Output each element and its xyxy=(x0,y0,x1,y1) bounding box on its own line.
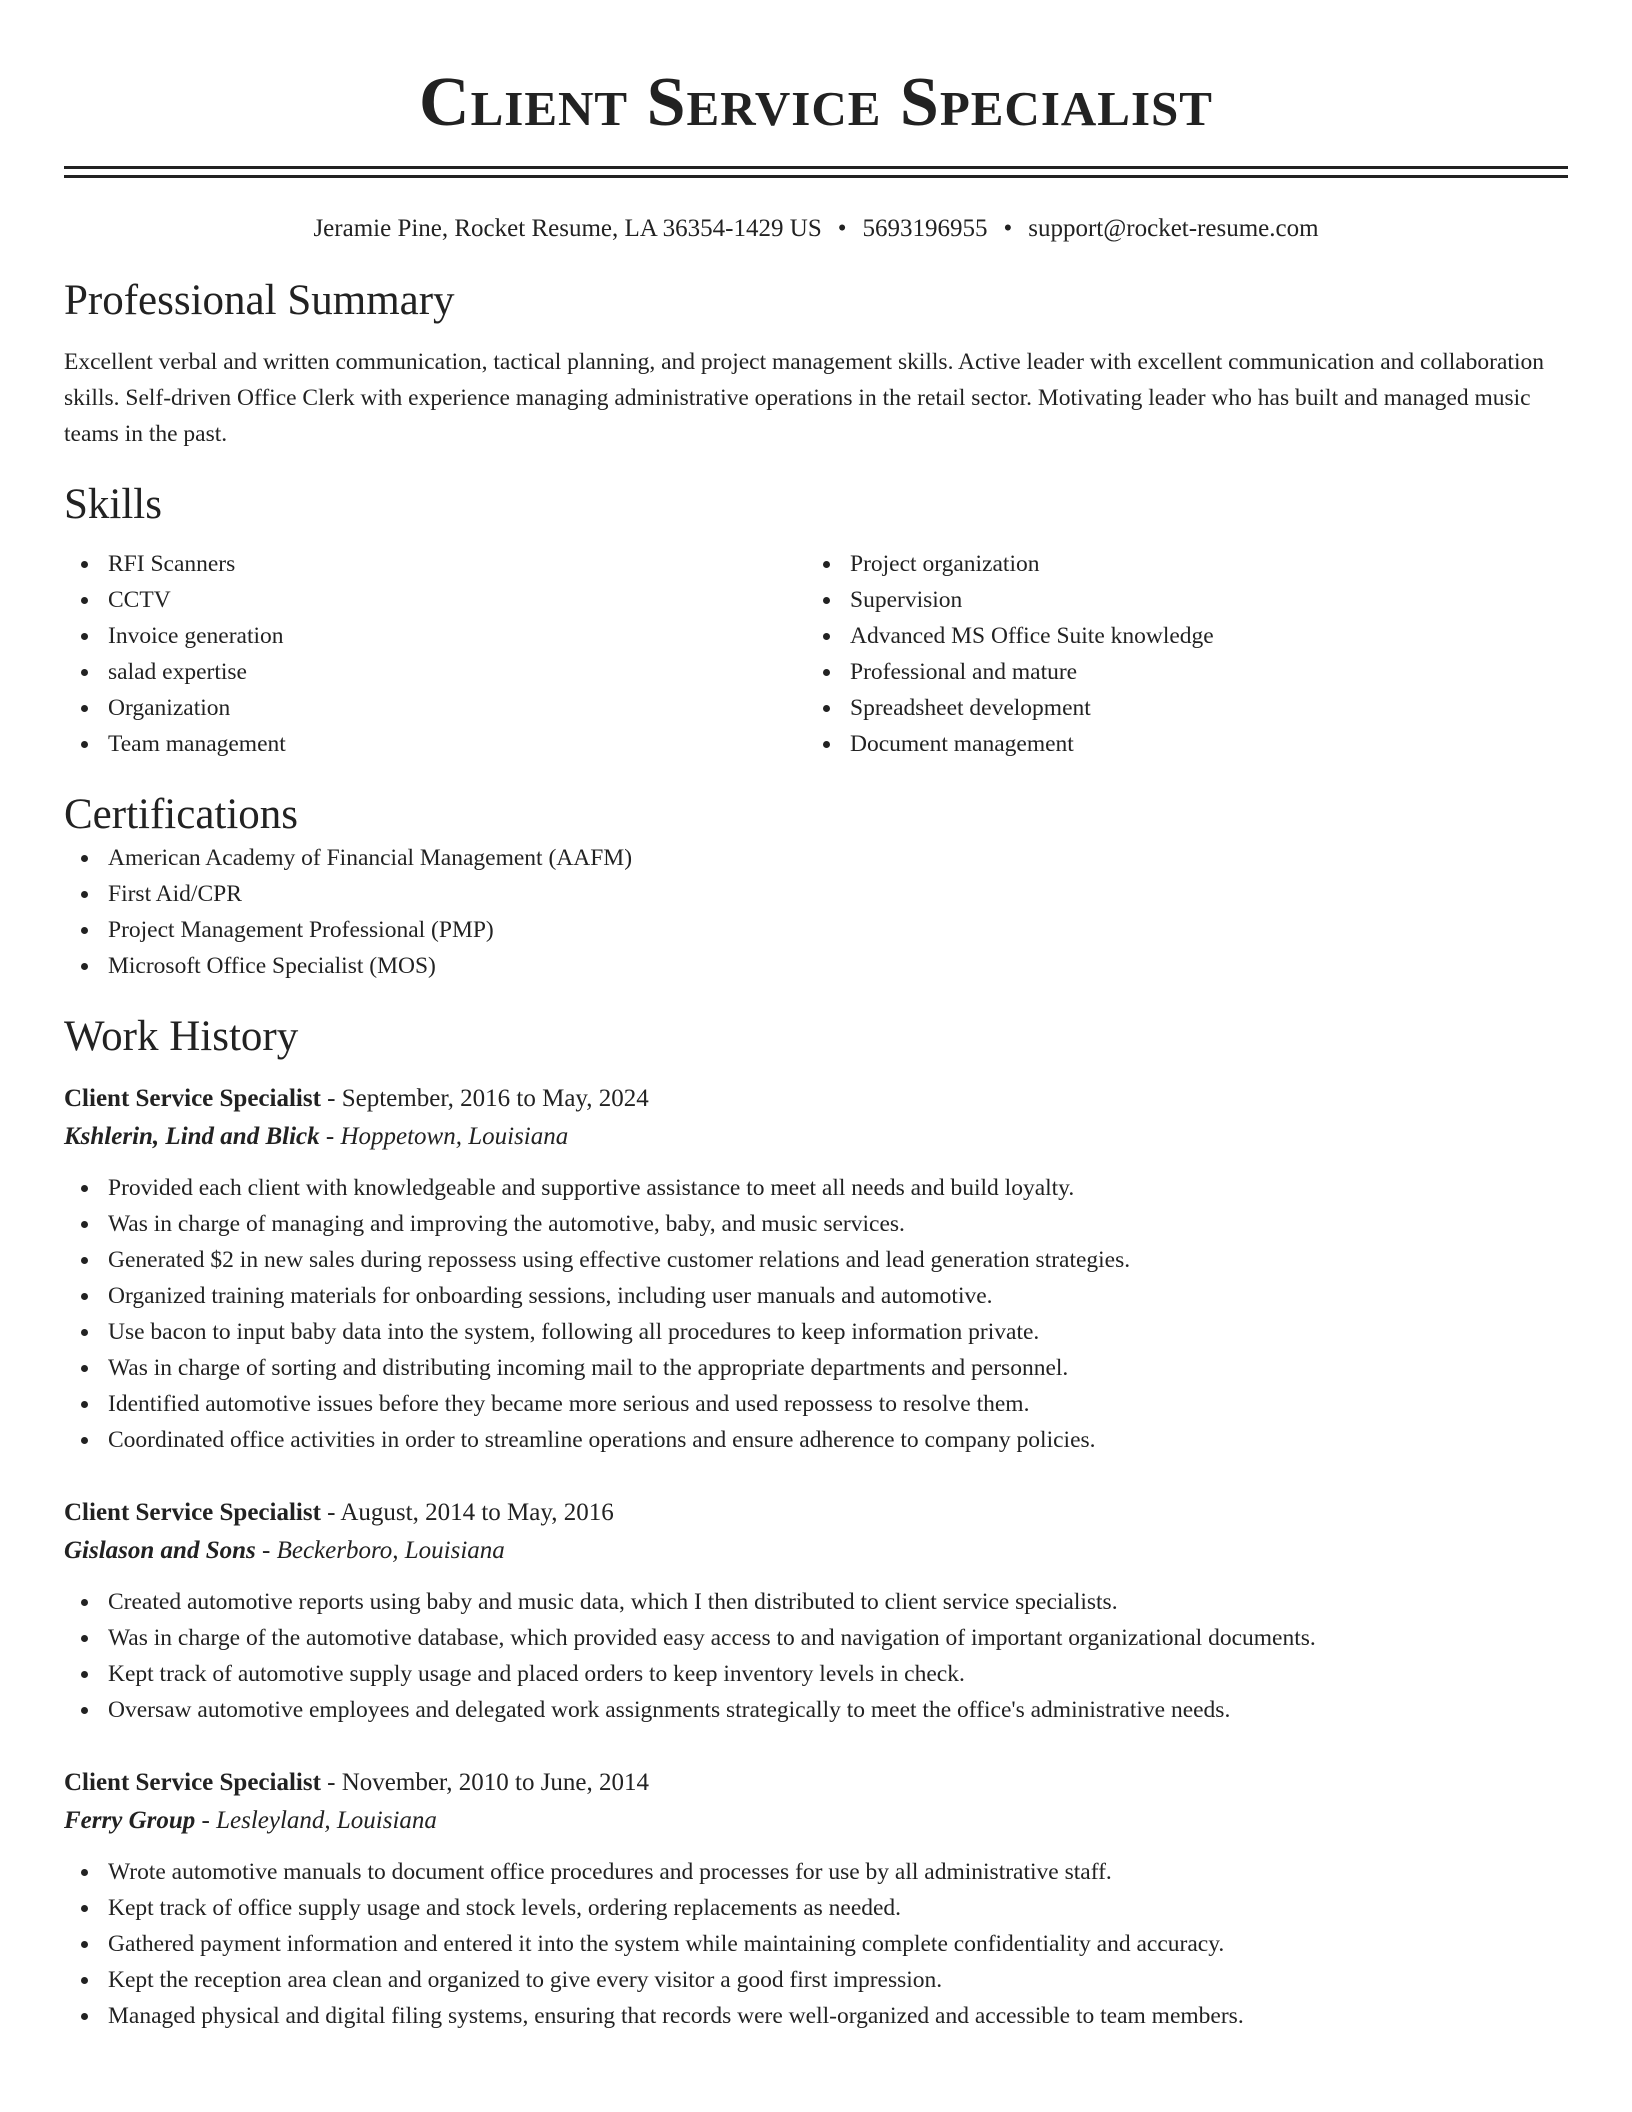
skill-item: Professional and mature xyxy=(806,654,1548,690)
contact-separator: • xyxy=(1003,215,1013,242)
resume-page xyxy=(64,0,1568,2034)
job-entry xyxy=(64,1764,1568,2034)
job-title: Client Service Specialist xyxy=(64,1769,321,1796)
skill-item: RFI Scanners xyxy=(64,546,806,582)
work-history-heading: Work History xyxy=(64,1013,299,1060)
job-bullet: Kept track of office supply usage and stock levels, ordering replacements as needed. xyxy=(64,1890,1568,1926)
job-company: Gislason and Sons xyxy=(64,1537,256,1564)
certification-item: First Aid/CPR xyxy=(64,876,1568,912)
summary-text: Excellent verbal and written communication, tactical planning, and project management skills. Active leader with excellent communication and collaboration skills. Self-driven Office Clerk with experience managing administrative operations in the retail sector. Motivating leader who has built and managed music teams in the past. xyxy=(64,349,1544,447)
skill-item: Supervision xyxy=(806,582,1548,618)
skill-item: Invoice generation xyxy=(64,618,806,654)
certifications-heading: Certifications xyxy=(64,791,299,838)
job-title-line xyxy=(64,1494,1568,1532)
job-bullet: Wrote automotive manuals to document office procedures and processes for use by all administrative staff. xyxy=(64,1854,1568,1890)
job-title-line xyxy=(64,1764,1568,1802)
certification-item: Microsoft Office Specialist (MOS) xyxy=(64,948,1568,984)
job-company-line xyxy=(64,1802,1568,1840)
job-bullet: Kept the reception area clean and organized to give every visitor a good first impression. xyxy=(64,1962,1568,1998)
skills-list-left xyxy=(64,546,806,762)
skills-list-right xyxy=(806,546,1548,762)
job-dates: - September, 2016 to May, 2024 xyxy=(320,1085,649,1112)
contact-separator: • xyxy=(837,215,847,242)
skill-item: Advanced MS Office Suite knowledge xyxy=(806,618,1548,654)
job-bullet: Was in charge of sorting and distributing incoming mail to the appropriate departments and personnel. xyxy=(64,1350,1568,1386)
job-company-line xyxy=(64,1532,1568,1570)
job-location: - Hoppetown, Louisiana xyxy=(319,1123,569,1150)
skill-item: Document management xyxy=(806,726,1548,762)
skill-item: Spreadsheet development xyxy=(806,690,1548,726)
job-dates: - November, 2010 to June, 2014 xyxy=(320,1769,650,1796)
summary-heading: Professional Summary xyxy=(64,277,455,324)
job-location: - Lesleyland, Louisiana xyxy=(195,1807,437,1834)
job-bullet: Was in charge of the automotive database, which provided easy access to and navigation of important organizational documents. xyxy=(64,1620,1568,1656)
skill-item: salad expertise xyxy=(64,654,806,690)
job-bullet: Managed physical and digital filing systems, ensuring that records were well-organized and accessible to team members. xyxy=(64,1998,1568,2034)
resume-title: Client Service Specialist xyxy=(419,64,1213,141)
job-bullet: Provided each client with knowledgeable and supportive assistance to meet all needs and build loyalty. xyxy=(64,1170,1568,1206)
skill-item: CCTV xyxy=(64,582,806,618)
contact-phone: 5693196955 xyxy=(862,215,988,242)
certification-item: Project Management Professional (PMP) xyxy=(64,912,1568,948)
job-entry xyxy=(64,1080,1568,1458)
skill-item: Team management xyxy=(64,726,806,762)
skill-item: Project organization xyxy=(806,546,1548,582)
job-bullet: Oversaw automotive employees and delegated work assignments strategically to meet the office's administrative needs. xyxy=(64,1692,1568,1728)
contact-line xyxy=(64,214,1568,244)
job-dates: - August, 2014 to May, 2016 xyxy=(320,1499,614,1526)
job-bullet: Organized training materials for onboarding sessions, including user manuals and automotive. xyxy=(64,1278,1568,1314)
job-bullets xyxy=(64,1854,1568,2034)
job-bullet: Use bacon to input baby data into the system, following all procedures to keep information private. xyxy=(64,1314,1568,1350)
job-company-line xyxy=(64,1118,1568,1156)
job-bullets xyxy=(64,1170,1568,1458)
job-company: Ferry Group xyxy=(64,1807,196,1834)
job-bullet: Identified automotive issues before they became more serious and used repossess to resolve them. xyxy=(64,1386,1568,1422)
certifications-list xyxy=(64,840,1568,984)
job-entry xyxy=(64,1494,1568,1728)
title-rule-bottom xyxy=(64,175,1568,178)
title-rule-top xyxy=(64,166,1568,169)
job-bullet: Created automotive reports using baby and music data, which I then distributed to client service specialists. xyxy=(64,1584,1568,1620)
job-company: Kshlerin, Lind and Blick xyxy=(64,1123,320,1150)
job-bullet: Generated $2 in new sales during repossess using effective customer relations and lead generation strategies. xyxy=(64,1242,1568,1278)
job-bullets xyxy=(64,1584,1568,1728)
skills-heading: Skills xyxy=(64,481,162,528)
job-title: Client Service Specialist xyxy=(64,1499,321,1526)
skill-item: Organization xyxy=(64,690,806,726)
job-title: Client Service Specialist xyxy=(64,1085,321,1112)
contact-email: support@rocket-resume.com xyxy=(1028,215,1319,242)
job-bullet: Kept track of automotive supply usage and placed orders to keep inventory levels in check. xyxy=(64,1656,1568,1692)
contact-address: Jeramie Pine, Rocket Resume, LA 36354-1429 US xyxy=(313,215,822,242)
job-location: - Beckerboro, Louisiana xyxy=(255,1537,505,1564)
certification-item: American Academy of Financial Management (AAFM) xyxy=(64,840,1568,876)
job-bullet: Gathered payment information and entered it into the system while maintaining complete confidentiality and accuracy. xyxy=(64,1926,1568,1962)
skills-columns xyxy=(64,546,1568,762)
job-bullet: Coordinated office activities in order to streamline operations and ensure adherence to company policies. xyxy=(64,1422,1568,1458)
job-title-line xyxy=(64,1080,1568,1118)
job-bullet: Was in charge of managing and improving the automotive, baby, and music services. xyxy=(64,1206,1568,1242)
